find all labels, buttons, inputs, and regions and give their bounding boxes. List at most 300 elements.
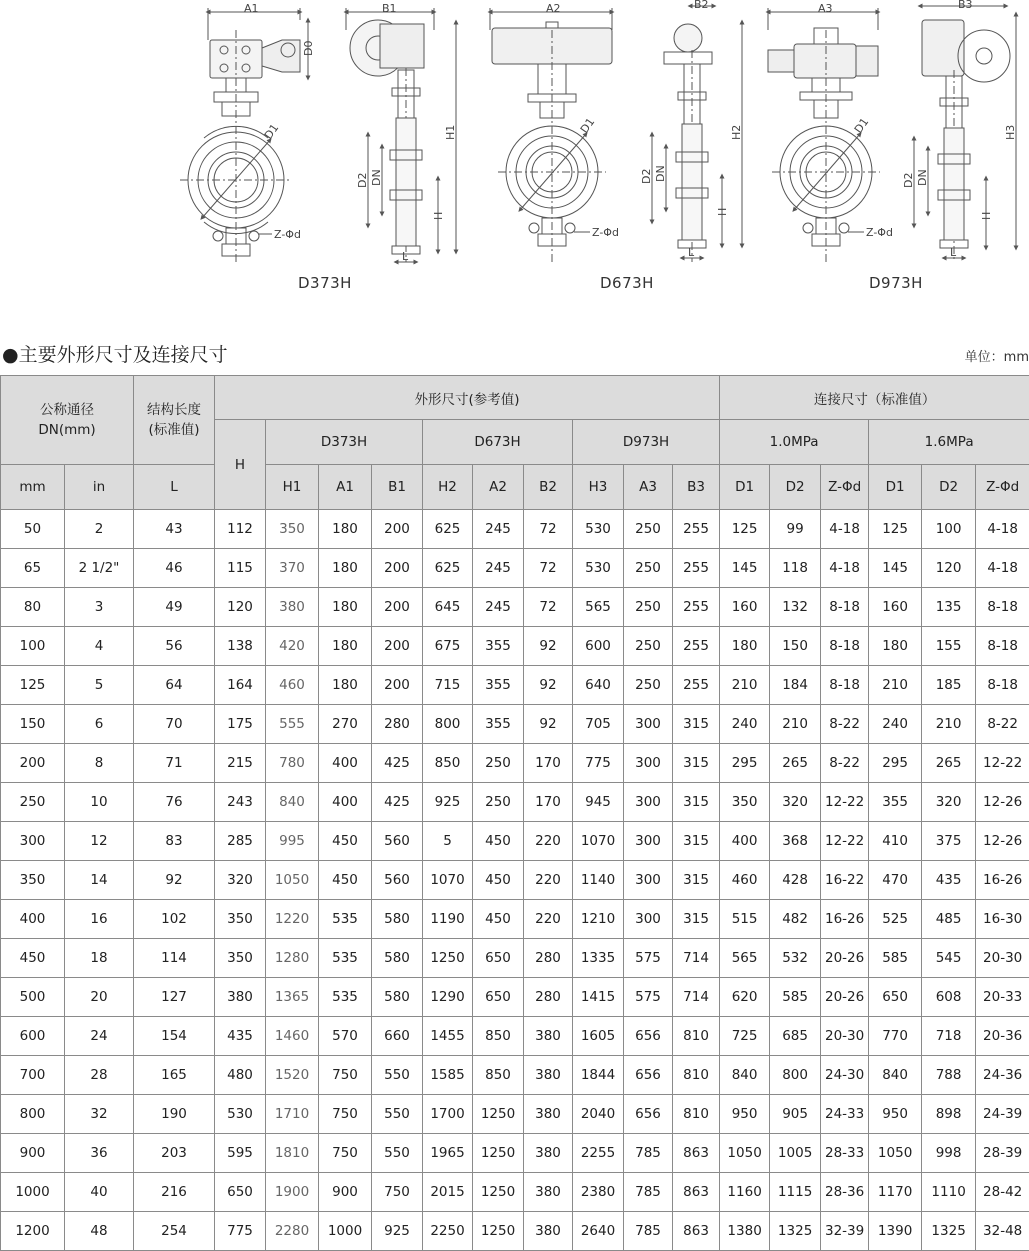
table-cell: 315 bbox=[673, 705, 720, 744]
table-cell: 780 bbox=[266, 744, 319, 783]
table-cell: 295 bbox=[720, 744, 770, 783]
table-cell: 640 bbox=[573, 666, 624, 705]
header-b1: B1 bbox=[372, 465, 423, 510]
header-h: H bbox=[215, 420, 266, 510]
table-cell: 1170 bbox=[869, 1173, 922, 1212]
table-cell: 950 bbox=[869, 1095, 922, 1134]
table-cell: 1200 bbox=[1, 1212, 65, 1251]
table-cell: 71 bbox=[134, 744, 215, 783]
table-cell: 210 bbox=[770, 705, 821, 744]
table-cell: 28-39 bbox=[976, 1134, 1029, 1173]
header-pressure-1-6: 1.6MPa bbox=[869, 420, 1029, 465]
table-cell: 850 bbox=[473, 1017, 524, 1056]
table-cell: 255 bbox=[673, 666, 720, 705]
table-cell: 470 bbox=[869, 861, 922, 900]
table-cell: 210 bbox=[720, 666, 770, 705]
header-pressure-1-0: 1.0MPa bbox=[720, 420, 869, 465]
table-cell: 560 bbox=[372, 861, 423, 900]
label-zphid-b: Z-Φd bbox=[592, 226, 619, 239]
table-cell: 1210 bbox=[573, 900, 624, 939]
table-cell: 180 bbox=[319, 627, 372, 666]
label-h-c: H bbox=[980, 212, 993, 220]
header-d2-1-0: D2 bbox=[770, 465, 821, 510]
table-cell: 535 bbox=[319, 978, 372, 1017]
table-cell: 8 bbox=[65, 744, 134, 783]
header-d373h: D373H bbox=[266, 420, 423, 465]
header-d673h: D673H bbox=[423, 420, 573, 465]
label-h2: H2 bbox=[730, 125, 743, 140]
table-cell: 750 bbox=[319, 1134, 372, 1173]
table-cell: 675 bbox=[423, 627, 473, 666]
label-d1-a: D1 bbox=[262, 122, 282, 142]
label-h-b: H bbox=[716, 208, 729, 216]
table-cell: 5 bbox=[65, 666, 134, 705]
table-cell: 100 bbox=[922, 510, 976, 549]
table-cell: 155 bbox=[922, 627, 976, 666]
header-d1-1-6: D1 bbox=[869, 465, 922, 510]
table-cell: 215 bbox=[215, 744, 266, 783]
table-cell: 685 bbox=[770, 1017, 821, 1056]
table-cell: 950 bbox=[720, 1095, 770, 1134]
table-cell: 210 bbox=[869, 666, 922, 705]
table-cell: 1250 bbox=[473, 1212, 524, 1251]
table-cell: 180 bbox=[319, 666, 372, 705]
table-cell: 20-36 bbox=[976, 1017, 1029, 1056]
d373h-side-view bbox=[346, 2, 457, 263]
d673h-front-view bbox=[490, 2, 619, 262]
table-row bbox=[1, 783, 1029, 822]
table-cell: 2040 bbox=[573, 1095, 624, 1134]
table-cell: 4-18 bbox=[976, 549, 1029, 588]
table-cell: 380 bbox=[524, 1056, 573, 1095]
table-cell: 300 bbox=[624, 861, 673, 900]
table-cell: 380 bbox=[524, 1173, 573, 1212]
d973h-side-view bbox=[902, 0, 1017, 262]
table-cell: 270 bbox=[319, 705, 372, 744]
table-cell: 4 bbox=[65, 627, 134, 666]
table-cell: 350 bbox=[215, 939, 266, 978]
table-cell: 450 bbox=[473, 900, 524, 939]
table-row bbox=[1, 900, 1029, 939]
table-cell: 28-42 bbox=[976, 1173, 1029, 1212]
table-cell: 368 bbox=[770, 822, 821, 861]
table-cell: 1160 bbox=[720, 1173, 770, 1212]
table-cell: 240 bbox=[869, 705, 922, 744]
table-cell: 450 bbox=[319, 861, 372, 900]
table-cell: 180 bbox=[720, 627, 770, 666]
table-cell: 898 bbox=[922, 1095, 976, 1134]
table-cell: 380 bbox=[266, 588, 319, 627]
table-cell: 5 bbox=[423, 822, 473, 861]
table-cell: 250 bbox=[473, 744, 524, 783]
table-cell: 20-26 bbox=[821, 978, 869, 1017]
table-cell: 72 bbox=[524, 549, 573, 588]
table-cell: 300 bbox=[624, 822, 673, 861]
table-cell: 1520 bbox=[266, 1056, 319, 1095]
table-cell: 700 bbox=[1, 1056, 65, 1095]
table-cell: 785 bbox=[624, 1212, 673, 1251]
table-cell: 200 bbox=[372, 510, 423, 549]
label-l-a: L bbox=[402, 250, 409, 263]
table-cell: 320 bbox=[922, 783, 976, 822]
header-zphid-1-6: Z-Φd bbox=[976, 465, 1029, 510]
header-a3: A3 bbox=[624, 465, 673, 510]
table-cell: 250 bbox=[1, 783, 65, 822]
table-cell: 420 bbox=[266, 627, 319, 666]
table-cell: 1365 bbox=[266, 978, 319, 1017]
dimension-table bbox=[0, 375, 1029, 1251]
table-row bbox=[1, 744, 1029, 783]
table-cell: 1710 bbox=[266, 1095, 319, 1134]
table-cell: 656 bbox=[624, 1017, 673, 1056]
table-cell: 170 bbox=[524, 744, 573, 783]
table-cell: 12-26 bbox=[976, 822, 1029, 861]
table-cell: 92 bbox=[134, 861, 215, 900]
table-cell: 550 bbox=[372, 1095, 423, 1134]
table-cell: 180 bbox=[319, 549, 372, 588]
table-cell: 1000 bbox=[319, 1212, 372, 1251]
table-cell: 788 bbox=[922, 1056, 976, 1095]
table-cell: 1220 bbox=[266, 900, 319, 939]
table-cell: 92 bbox=[524, 666, 573, 705]
table-cell: 200 bbox=[372, 666, 423, 705]
table-cell: 1965 bbox=[423, 1134, 473, 1173]
table-cell: 1280 bbox=[266, 939, 319, 978]
table-cell: 20 bbox=[65, 978, 134, 1017]
label-zphid-c: Z-Φd bbox=[866, 226, 893, 239]
table-cell: 750 bbox=[372, 1173, 423, 1212]
table-cell: 2 bbox=[65, 510, 134, 549]
d973h-front-view bbox=[768, 2, 893, 262]
table-cell: 20-26 bbox=[821, 939, 869, 978]
table-cell: 1605 bbox=[573, 1017, 624, 1056]
table-cell: 6 bbox=[65, 705, 134, 744]
table-cell: 585 bbox=[869, 939, 922, 978]
table-cell: 240 bbox=[720, 705, 770, 744]
table-cell: 160 bbox=[720, 588, 770, 627]
table-cell: 545 bbox=[922, 939, 976, 978]
table-cell: 70 bbox=[134, 705, 215, 744]
header-d2-1-6: D2 bbox=[922, 465, 976, 510]
table-cell: 863 bbox=[673, 1134, 720, 1173]
table-cell: 4-18 bbox=[976, 510, 1029, 549]
table-cell: 24-30 bbox=[821, 1056, 869, 1095]
table-cell: 1005 bbox=[770, 1134, 821, 1173]
table-cell: 250 bbox=[624, 627, 673, 666]
table-cell: 114 bbox=[134, 939, 215, 978]
header-h3: H3 bbox=[573, 465, 624, 510]
table-row bbox=[1, 822, 1029, 861]
table-cell: 250 bbox=[473, 783, 524, 822]
table-row bbox=[1, 1095, 1029, 1134]
table-cell: 785 bbox=[624, 1134, 673, 1173]
header-zphid-1-0: Z-Φd bbox=[821, 465, 869, 510]
table-cell: 570 bbox=[319, 1017, 372, 1056]
unit-label: 单位：mm bbox=[965, 346, 1029, 365]
table-cell: 46 bbox=[134, 549, 215, 588]
table-cell: 243 bbox=[215, 783, 266, 822]
table-row bbox=[1, 939, 1029, 978]
table-cell: 20-30 bbox=[976, 939, 1029, 978]
table-cell: 28-33 bbox=[821, 1134, 869, 1173]
table-cell: 850 bbox=[423, 744, 473, 783]
table-row bbox=[1, 978, 1029, 1017]
table-cell: 49 bbox=[134, 588, 215, 627]
table-cell: 555 bbox=[266, 705, 319, 744]
table-cell: 375 bbox=[922, 822, 976, 861]
table-cell: 56 bbox=[134, 627, 215, 666]
table-cell: 72 bbox=[524, 510, 573, 549]
table-cell: 80 bbox=[1, 588, 65, 627]
table-cell: 255 bbox=[673, 549, 720, 588]
label-b1: B1 bbox=[382, 2, 397, 15]
table-cell: 245 bbox=[473, 588, 524, 627]
table-cell: 8-18 bbox=[976, 588, 1029, 627]
d373h-front-view bbox=[180, 2, 315, 262]
table-cell: 180 bbox=[869, 627, 922, 666]
model-label-d673h: D673H bbox=[600, 274, 654, 292]
table-cell: 300 bbox=[624, 705, 673, 744]
table-cell: 750 bbox=[319, 1056, 372, 1095]
table-cell: 255 bbox=[673, 588, 720, 627]
table-cell: 112 bbox=[215, 510, 266, 549]
table-cell: 400 bbox=[319, 783, 372, 822]
table-cell: 300 bbox=[1, 822, 65, 861]
table-cell: 2280 bbox=[266, 1212, 319, 1251]
table-cell: 550 bbox=[372, 1134, 423, 1173]
table-cell: 580 bbox=[372, 978, 423, 1017]
table-cell: 300 bbox=[624, 900, 673, 939]
table-cell: 102 bbox=[134, 900, 215, 939]
table-cell: 1325 bbox=[922, 1212, 976, 1251]
table-cell: 8-22 bbox=[821, 744, 869, 783]
label-b3: B3 bbox=[958, 0, 973, 11]
table-cell: 220 bbox=[524, 822, 573, 861]
table-cell: 480 bbox=[215, 1056, 266, 1095]
header-a2: A2 bbox=[473, 465, 524, 510]
table-row bbox=[1, 1212, 1029, 1251]
header-b3: B3 bbox=[673, 465, 720, 510]
table-cell: 355 bbox=[869, 783, 922, 822]
table-cell: 164 bbox=[215, 666, 266, 705]
table-cell: 145 bbox=[869, 549, 922, 588]
valve-drawings bbox=[0, 0, 1029, 300]
label-a2: A2 bbox=[546, 2, 561, 15]
table-cell: 370 bbox=[266, 549, 319, 588]
table-cell: 315 bbox=[673, 900, 720, 939]
header-connection-dimensions: 连接尺寸（标准值） bbox=[720, 376, 1029, 420]
table-cell: 380 bbox=[524, 1134, 573, 1173]
table-cell: 2380 bbox=[573, 1173, 624, 1212]
table-cell: 575 bbox=[624, 978, 673, 1017]
table-cell: 714 bbox=[673, 939, 720, 978]
table-cell: 315 bbox=[673, 822, 720, 861]
header-mm: mm bbox=[1, 465, 65, 510]
table-cell: 170 bbox=[524, 783, 573, 822]
table-cell: 535 bbox=[319, 900, 372, 939]
table-cell: 840 bbox=[720, 1056, 770, 1095]
table-cell: 118 bbox=[770, 549, 821, 588]
table-cell: 800 bbox=[770, 1056, 821, 1095]
table-cell: 43 bbox=[134, 510, 215, 549]
table-cell: 718 bbox=[922, 1017, 976, 1056]
table-cell: 925 bbox=[372, 1212, 423, 1251]
table-cell: 380 bbox=[524, 1095, 573, 1134]
table-cell: 12 bbox=[65, 822, 134, 861]
table-cell: 280 bbox=[524, 939, 573, 978]
table-cell: 1190 bbox=[423, 900, 473, 939]
table-cell: 265 bbox=[922, 744, 976, 783]
table-cell: 600 bbox=[573, 627, 624, 666]
table-cell: 20-33 bbox=[976, 978, 1029, 1017]
table-cell: 1070 bbox=[423, 861, 473, 900]
label-d0: D0 bbox=[302, 41, 315, 56]
table-cell: 180 bbox=[319, 588, 372, 627]
header-d1-1-0: D1 bbox=[720, 465, 770, 510]
table-cell: 998 bbox=[922, 1134, 976, 1173]
table-cell: 115 bbox=[215, 549, 266, 588]
table-cell: 750 bbox=[319, 1095, 372, 1134]
table-cell: 2255 bbox=[573, 1134, 624, 1173]
table-cell: 350 bbox=[215, 900, 266, 939]
table-cell: 2640 bbox=[573, 1212, 624, 1251]
table-cell: 595 bbox=[215, 1134, 266, 1173]
table-cell: 650 bbox=[473, 939, 524, 978]
table-cell: 905 bbox=[770, 1095, 821, 1134]
table-cell: 135 bbox=[922, 588, 976, 627]
table-cell: 565 bbox=[573, 588, 624, 627]
table-cell: 32 bbox=[65, 1095, 134, 1134]
table-cell: 138 bbox=[215, 627, 266, 666]
table-cell: 900 bbox=[1, 1134, 65, 1173]
table-cell: 1585 bbox=[423, 1056, 473, 1095]
table-cell: 800 bbox=[423, 705, 473, 744]
table-cell: 1700 bbox=[423, 1095, 473, 1134]
table-cell: 24 bbox=[65, 1017, 134, 1056]
table-cell: 125 bbox=[1, 666, 65, 705]
label-h3: H3 bbox=[1004, 125, 1017, 140]
table-cell: 150 bbox=[1, 705, 65, 744]
table-row bbox=[1, 1134, 1029, 1173]
label-l-c: L bbox=[950, 246, 957, 259]
table-cell: 380 bbox=[524, 1017, 573, 1056]
table-cell: 428 bbox=[770, 861, 821, 900]
table-cell: 580 bbox=[372, 939, 423, 978]
table-cell: 16-30 bbox=[976, 900, 1029, 939]
table-cell: 16-26 bbox=[821, 900, 869, 939]
table-cell: 36 bbox=[65, 1134, 134, 1173]
model-label-d973h: D973H bbox=[869, 274, 923, 292]
table-cell: 200 bbox=[372, 549, 423, 588]
header-outline-dimensions: 外形尺寸(参考值) bbox=[215, 376, 720, 420]
table-cell: 450 bbox=[1, 939, 65, 978]
table-cell: 8-18 bbox=[821, 627, 869, 666]
table-cell: 714 bbox=[673, 978, 720, 1017]
table-cell: 810 bbox=[673, 1017, 720, 1056]
table-cell: 380 bbox=[215, 978, 266, 1017]
table-cell: 585 bbox=[770, 978, 821, 1017]
table-cell: 1335 bbox=[573, 939, 624, 978]
label-dn-a: DN bbox=[370, 169, 383, 186]
table-cell: 1455 bbox=[423, 1017, 473, 1056]
table-cell: 705 bbox=[573, 705, 624, 744]
table-cell: 127 bbox=[134, 978, 215, 1017]
table-cell: 650 bbox=[869, 978, 922, 1017]
table-cell: 1050 bbox=[266, 861, 319, 900]
table-cell: 65 bbox=[1, 549, 65, 588]
table-cell: 840 bbox=[266, 783, 319, 822]
table-cell: 355 bbox=[473, 666, 524, 705]
table-cell: 180 bbox=[319, 510, 372, 549]
table-cell: 280 bbox=[372, 705, 423, 744]
table-cell: 4-18 bbox=[821, 549, 869, 588]
label-d2-b: D2 bbox=[640, 169, 653, 184]
table-cell: 482 bbox=[770, 900, 821, 939]
table-cell: 530 bbox=[215, 1095, 266, 1134]
table-cell: 530 bbox=[573, 549, 624, 588]
table-cell: 12-22 bbox=[821, 783, 869, 822]
table-cell: 645 bbox=[423, 588, 473, 627]
label-d2-a: D2 bbox=[356, 173, 369, 188]
table-cell: 184 bbox=[770, 666, 821, 705]
table-cell: 532 bbox=[770, 939, 821, 978]
table-cell: 785 bbox=[624, 1173, 673, 1212]
table-cell: 210 bbox=[922, 705, 976, 744]
table-body bbox=[1, 510, 1029, 1251]
table-cell: 150 bbox=[770, 627, 821, 666]
table-cell: 525 bbox=[869, 900, 922, 939]
label-b2: B2 bbox=[694, 0, 709, 11]
table-cell: 460 bbox=[720, 861, 770, 900]
label-h-a: H bbox=[432, 212, 445, 220]
table-cell: 863 bbox=[673, 1173, 720, 1212]
table-cell: 565 bbox=[720, 939, 770, 978]
table-cell: 200 bbox=[1, 744, 65, 783]
table-cell: 2015 bbox=[423, 1173, 473, 1212]
table-cell: 355 bbox=[473, 627, 524, 666]
table-cell: 200 bbox=[372, 627, 423, 666]
table-cell: 72 bbox=[524, 588, 573, 627]
table-cell: 1110 bbox=[922, 1173, 976, 1212]
header-b2: B2 bbox=[524, 465, 573, 510]
table-row bbox=[1, 549, 1029, 588]
table-cell: 300 bbox=[624, 783, 673, 822]
table-row bbox=[1, 1173, 1029, 1212]
table-cell: 40 bbox=[65, 1173, 134, 1212]
table-cell: 725 bbox=[720, 1017, 770, 1056]
table-cell: 12-22 bbox=[821, 822, 869, 861]
table-row bbox=[1, 1017, 1029, 1056]
table-cell: 8-22 bbox=[821, 705, 869, 744]
table-cell: 625 bbox=[423, 510, 473, 549]
table-cell: 18 bbox=[65, 939, 134, 978]
table-cell: 995 bbox=[266, 822, 319, 861]
table-cell: 656 bbox=[624, 1056, 673, 1095]
label-dn-b: DN bbox=[654, 165, 667, 182]
table-cell: 32-48 bbox=[976, 1212, 1029, 1251]
table-cell: 50 bbox=[1, 510, 65, 549]
header-h1: H1 bbox=[266, 465, 319, 510]
table-cell: 435 bbox=[922, 861, 976, 900]
header-h2: H2 bbox=[423, 465, 473, 510]
table-cell: 1250 bbox=[473, 1134, 524, 1173]
table-cell: 1070 bbox=[573, 822, 624, 861]
header-a1: A1 bbox=[319, 465, 372, 510]
table-cell: 460 bbox=[266, 666, 319, 705]
table-cell: 575 bbox=[624, 939, 673, 978]
table-cell: 250 bbox=[624, 666, 673, 705]
table-cell: 608 bbox=[922, 978, 976, 1017]
